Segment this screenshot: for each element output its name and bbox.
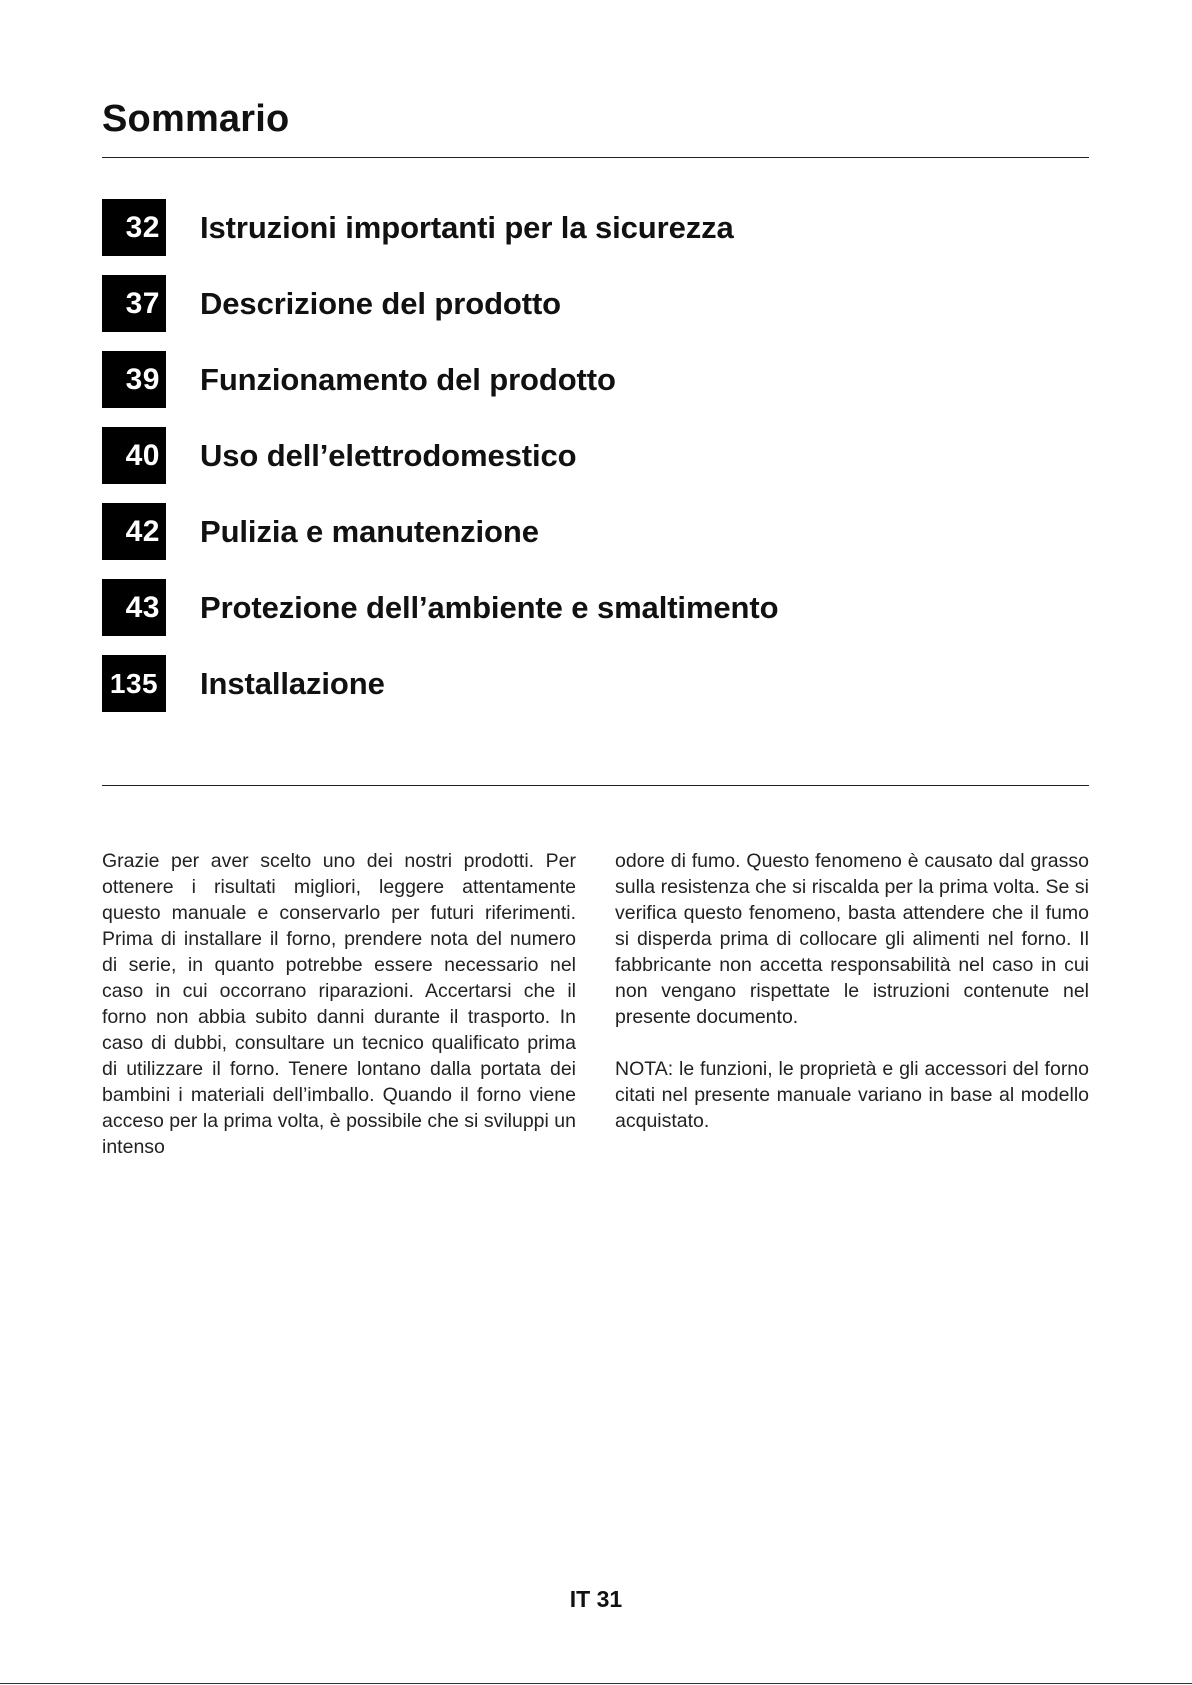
- page-title: Sommario: [102, 98, 290, 140]
- toc-entry-operation[interactable]: [102, 351, 1089, 408]
- toc-entry-label: Pulizia e manutenzione: [200, 513, 539, 549]
- toc-entry-label: Istruzioni importanti per la sicurezza: [200, 209, 734, 245]
- toc-page-number: 32: [102, 199, 166, 256]
- toc-page-number: 43: [102, 579, 166, 636]
- table-of-contents: [102, 199, 1089, 731]
- intro-paragraph: Grazie per aver scelto uno dei nostri prodotti. Per ottenere i risultati migliori, leggere attentamente questo manuale e conservarlo per futuri riferimenti. Prima di installare il forno, prendere nota del numero di serie, in quanto potrebbe essere necessario nel caso in cui occorrano riparazioni. Accertarsi che il forno non abbia subito danni durante il trasporto. In caso di dubbi, consultare un tecnico qualificato prima di utilizzare il forno. Tenere lontano dalla portata dei bambini i materiali dell’imballo. Quando il forno viene acceso per la prima volta, è possibile che si sviluppi un intenso: [102, 850, 576, 1158]
- toc-entry-cleaning[interactable]: [102, 503, 1089, 560]
- toc-entry-label: Descrizione del prodotto: [200, 285, 562, 321]
- toc-page-number: 37: [102, 275, 166, 332]
- toc-page-number: 135: [102, 655, 166, 712]
- toc-page-number: 42: [102, 503, 166, 560]
- intro-column-right: [615, 848, 1089, 1160]
- title-divider: [102, 157, 1089, 158]
- toc-entry-description[interactable]: [102, 275, 1089, 332]
- toc-entry-label: Uso dell’elettrodomestico: [200, 437, 577, 473]
- intro-paragraph-continued: odore di fumo. Questo fenomeno è causato dal grasso sulla resistenza che si riscalda per la prima volta. Se si verifica questo fenomeno, basta attendere che il fumo si disperda prima di collocare gli alimenti nel forno. Il fabbricante non accetta responsabilità nel caso in cui non vengano rispettate le istruzioni contenute nel presente documento.: [615, 850, 1089, 1028]
- toc-entry-environment[interactable]: [102, 579, 1089, 636]
- toc-entry-installation[interactable]: [102, 655, 1089, 712]
- page-edge-line: [0, 1683, 1192, 1684]
- toc-page-number: 39: [102, 351, 166, 408]
- toc-entry-label: Protezione dell’ambiente e smaltimento: [200, 589, 779, 625]
- page-number: IT 31: [569, 1586, 623, 1612]
- toc-entry-label: Funzionamento del prodotto: [200, 361, 616, 397]
- toc-entry-safety[interactable]: [102, 199, 1089, 256]
- toc-entry-usage[interactable]: [102, 427, 1089, 484]
- section-divider: [102, 785, 1089, 786]
- note-paragraph: NOTA: le funzioni, le proprietà e gli accessori del forno citati nel presente manuale variano in base al modello acquistato.: [615, 1058, 1089, 1132]
- toc-entry-label: Installazione: [200, 665, 385, 701]
- toc-page-number: 40: [102, 427, 166, 484]
- intro-column-left: [102, 848, 576, 1186]
